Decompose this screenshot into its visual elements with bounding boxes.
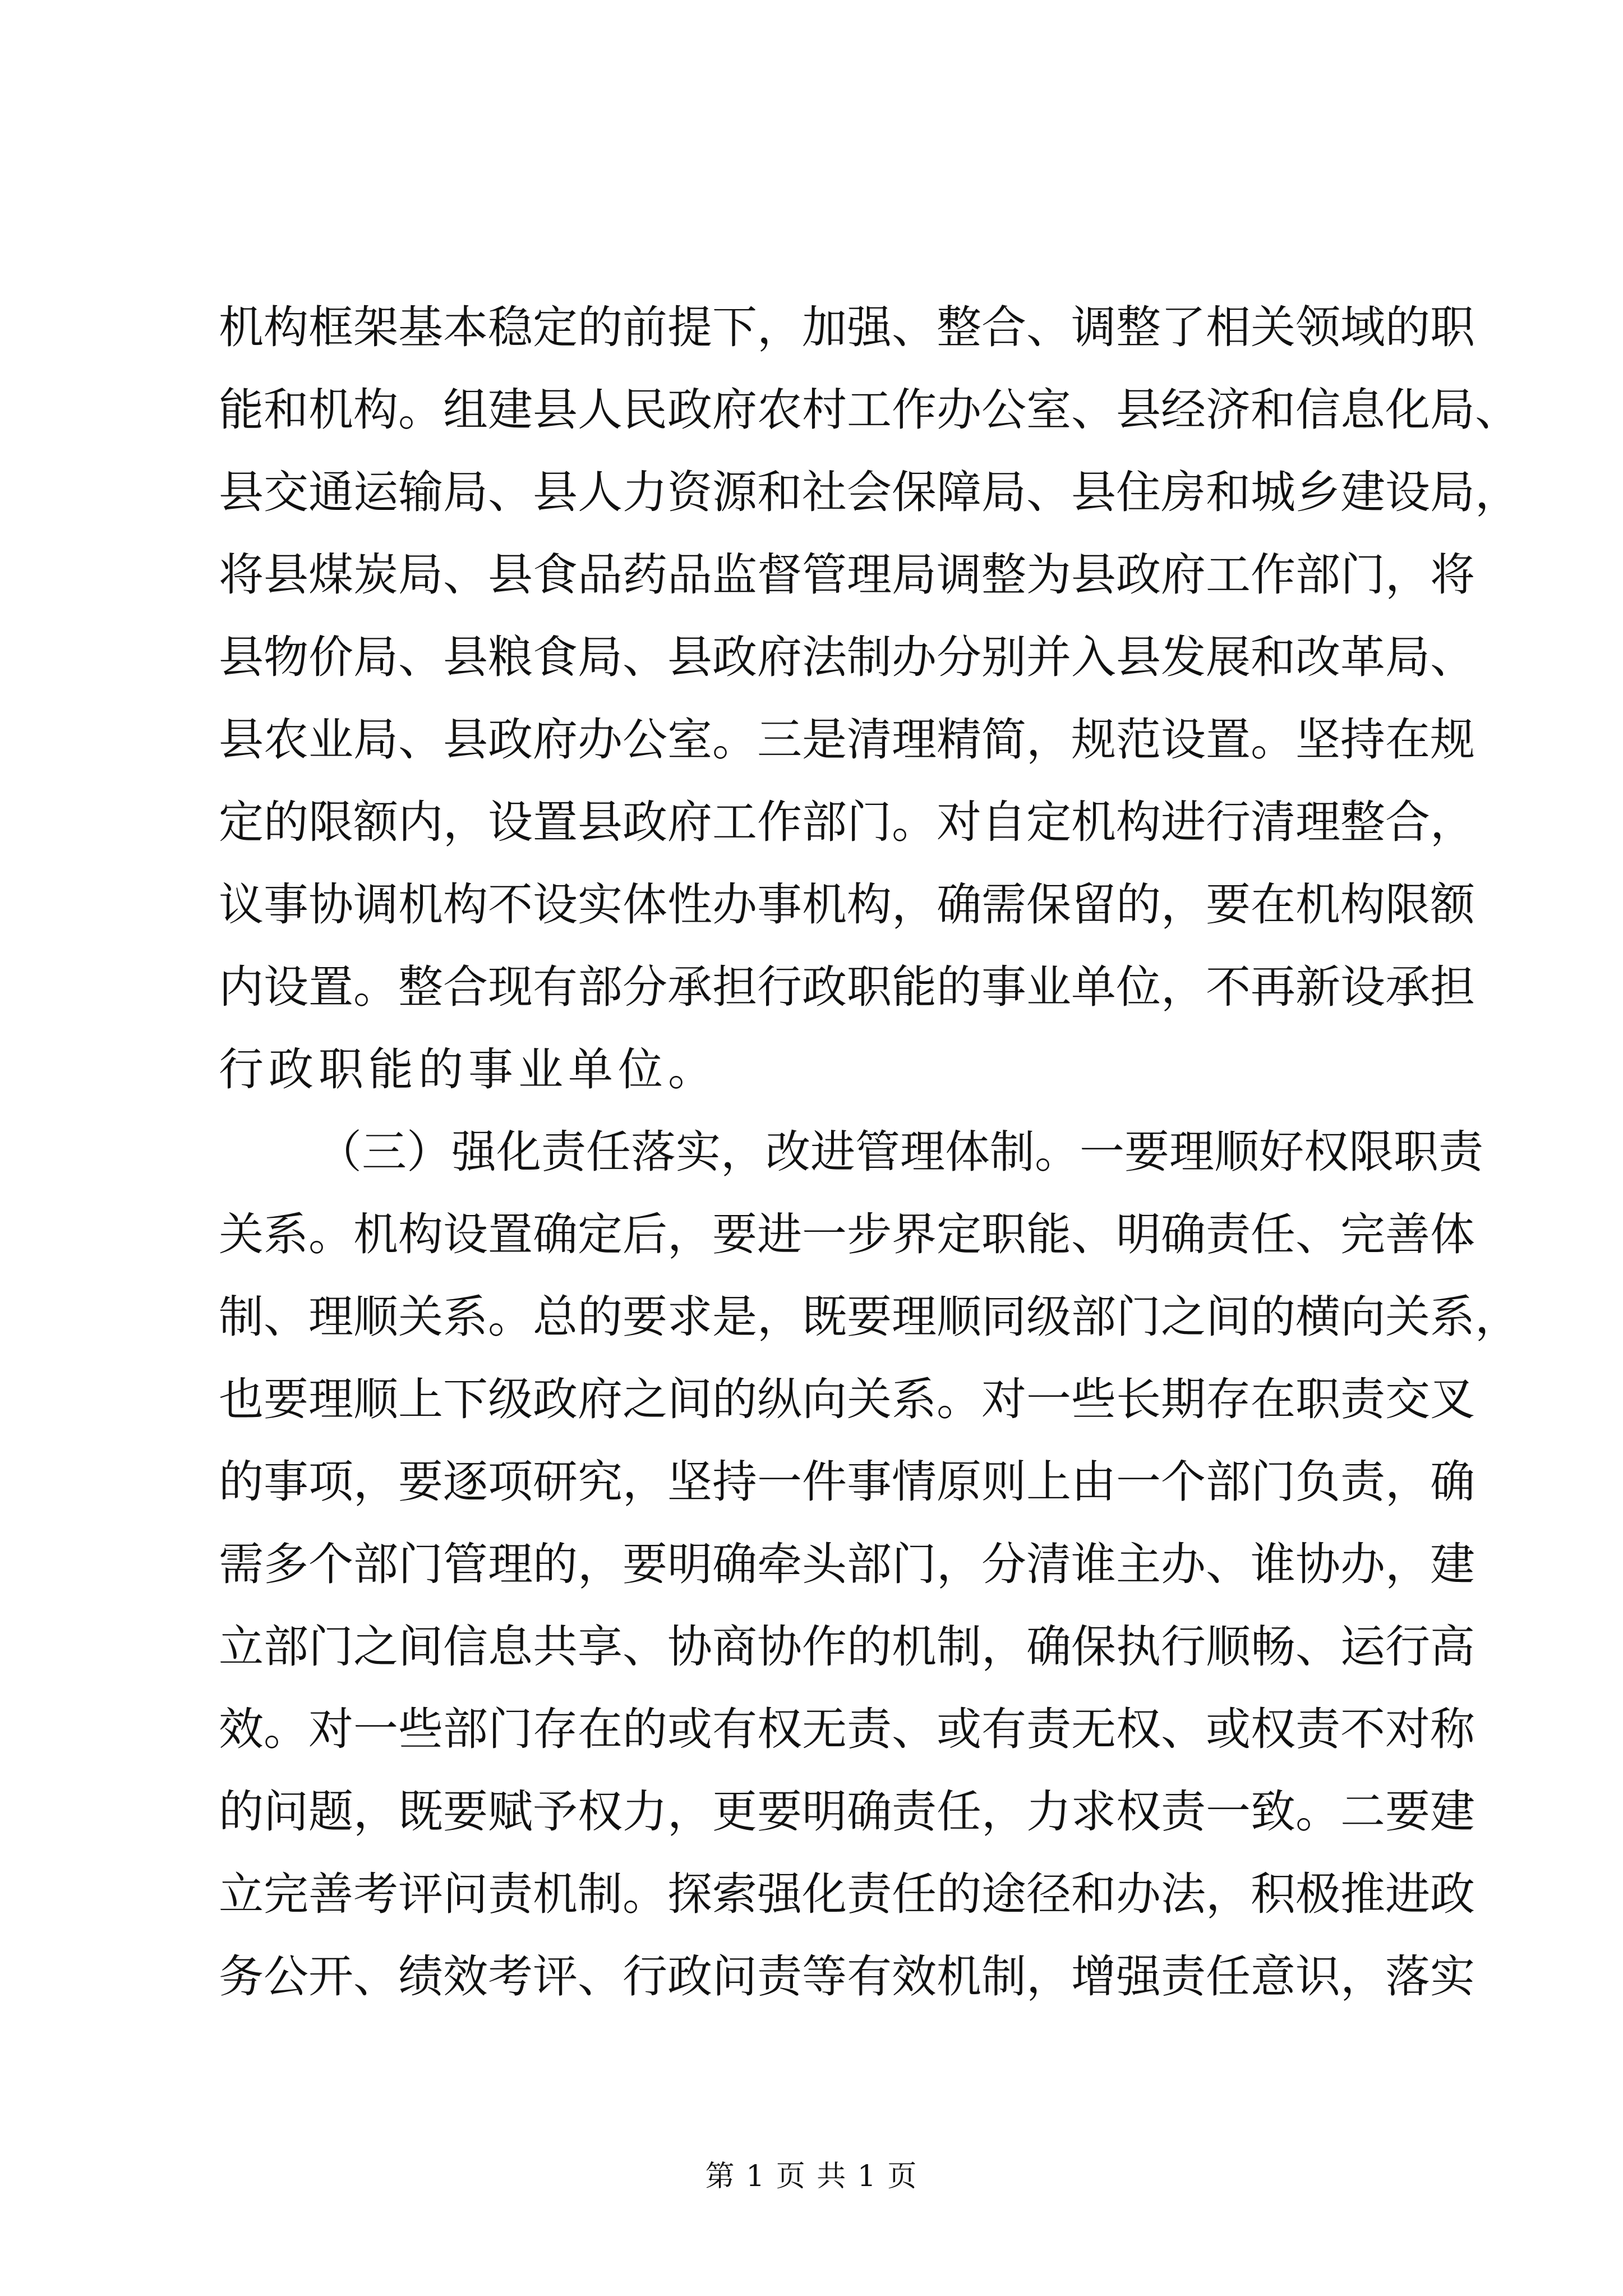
text-line: 县物价局、县粮食局、县政府法制办分别并入县发展和改革局、 xyxy=(219,631,1475,683)
body-text xyxy=(219,286,1520,2018)
text-line: 议事协调机构不设实体性办事机构，确需保留的，要在机构限额 xyxy=(219,878,1475,931)
text-line: 需多个部门管理的，要明确牵头部门，分清谁主办、谁协办，建 xyxy=(219,1538,1475,1590)
text-line: 行政职能的事业单位。 xyxy=(219,1043,718,1096)
text-line: 机构框架基本稳定的前提下，加强、整合、调整了相关领域的职 xyxy=(219,301,1475,353)
text-line: 制、理顺关系。总的要求是，既要理顺同级部门之间的横向关系， xyxy=(219,1291,1520,1343)
text-line: 将县煤炭局、县食品药品监督管理局调整为县政府工作部门，将 xyxy=(219,549,1475,601)
text-line: 立部门之间信息共享、协商协作的机制，确保执行顺畅、运行高 xyxy=(219,1621,1475,1673)
text-line: 立完善考评问责机制。探索强化责任的途径和办法，积极推进政 xyxy=(219,1868,1475,1920)
text-line: 县农业局、县政府办公室。三是清理精简，规范设置。坚持在规 xyxy=(219,714,1475,766)
text-line: 的事项，要逐项研究，坚持一件事情原则上由一个部门负责，确 xyxy=(219,1456,1475,1508)
text-line: 务公开、绩效考评、行政问责等有效机制，增强责任意识，落实 xyxy=(219,1950,1475,2003)
text-line: 定的限额内，设置县政府工作部门。对自定机构进行清理整合， xyxy=(219,796,1475,848)
text-line: 也要理顺上下级政府之间的纵向关系。对一些长期存在职责交叉 xyxy=(219,1373,1475,1425)
text-line: 关系。机构设置确定后，要进一步界定职能、明确责任、完善体 xyxy=(219,1208,1475,1260)
text-line: （三）强化责任落实，改进管理体制。一要理顺好权限职责 xyxy=(317,1126,1483,1178)
text-line: 效。对一些部门存在的或有权无责、或有责无权、或权责不对称 xyxy=(219,1703,1475,1755)
page-footer: 第 1 页 共 1 页 xyxy=(705,2160,918,2193)
text-line: 内设置。整合现有部分承担行政职能的事业单位，不再新设承担 xyxy=(219,961,1475,1013)
text-line: 能和机构。组建县人民政府农村工作办公室、县经济和信息化局、 xyxy=(219,384,1520,436)
text-line: 县交通运输局、县人力资源和社会保障局、县住房和城乡建设局， xyxy=(219,466,1520,518)
text-line: 的问题，既要赋予权力，更要明确责任，力求权责一致。二要建 xyxy=(219,1786,1475,1838)
